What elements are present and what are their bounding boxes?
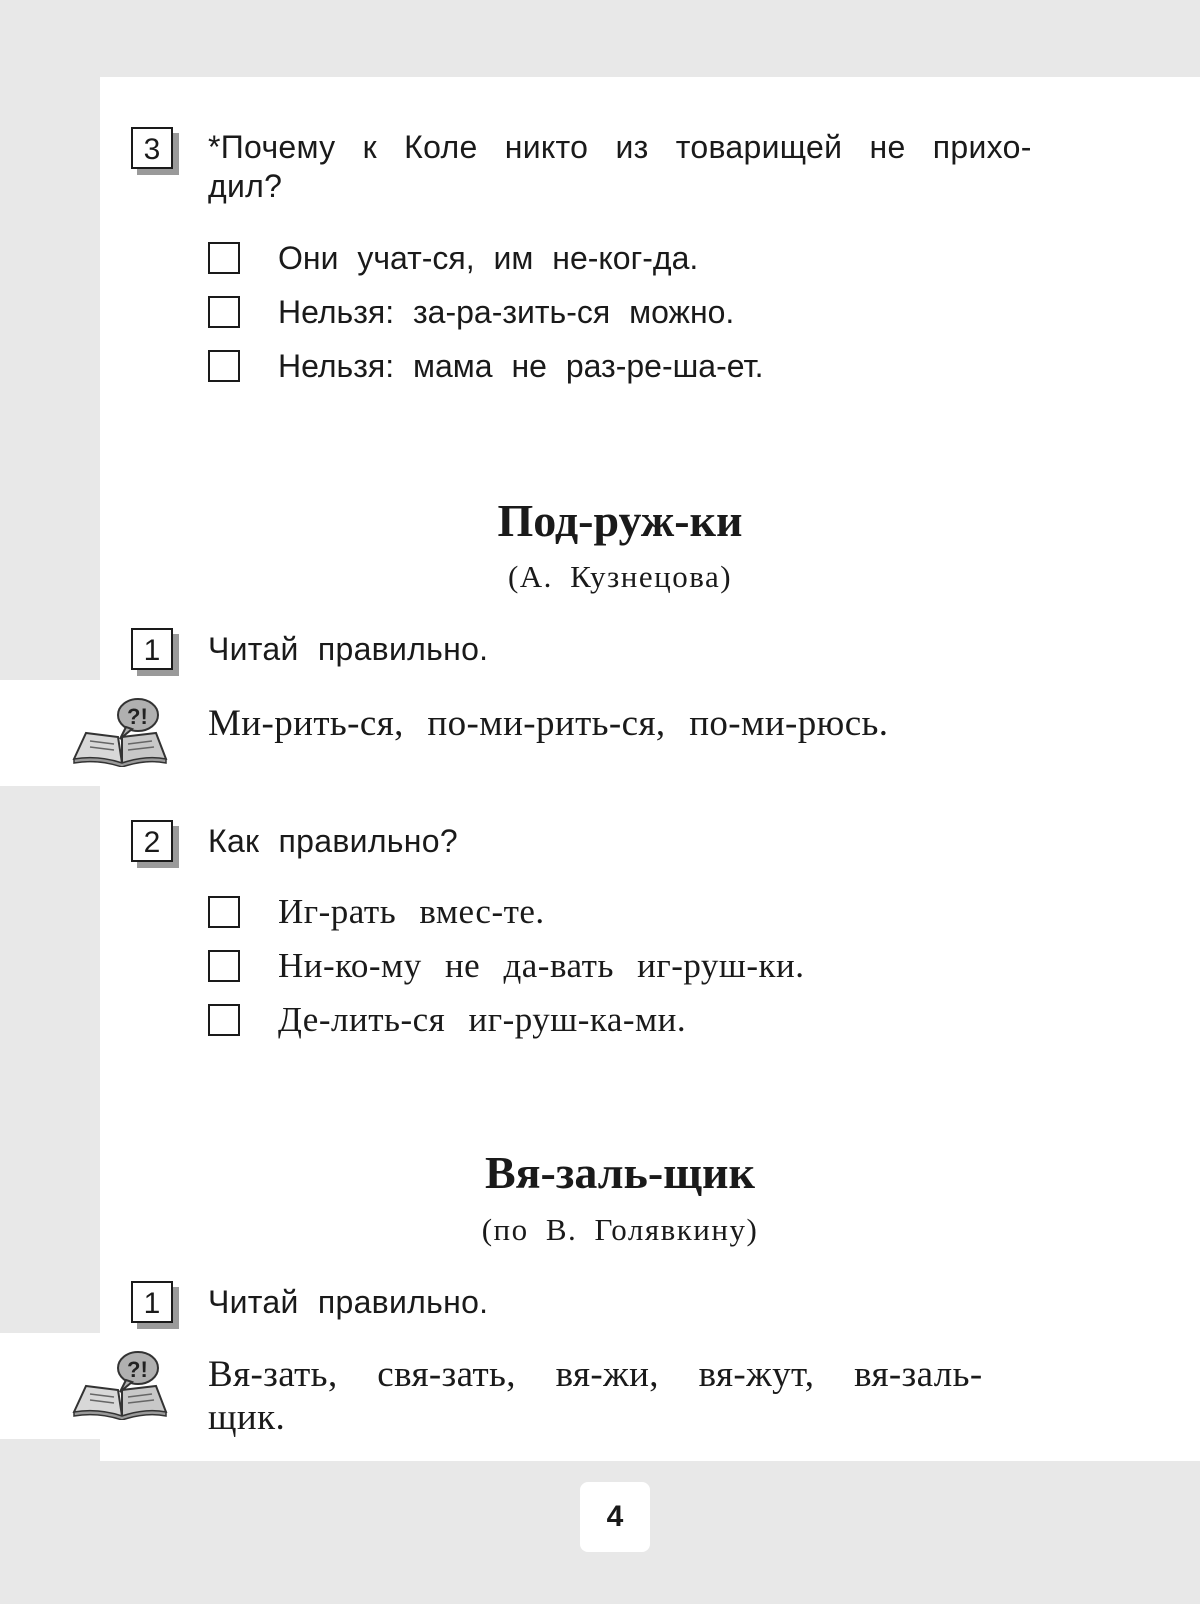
option-label: Они учат-ся, им не-ког-да. [278,239,699,276]
task-number-1: 1 [131,628,173,670]
checkbox[interactable] [208,950,240,982]
checkbox[interactable] [208,296,240,328]
checkbox[interactable] [208,896,240,928]
option-label: Де-лить-ся иг-руш-ка-ми. [278,1000,687,1039]
reading-line-1: Вя-зать, свя-зать, вя-жи, вя-жут, вя-заль- [208,1354,983,1395]
story-1-author: (А. Кузнецова) [507,559,733,594]
task-3-option-2[interactable] [208,292,734,332]
task-2-question: Как правильно? [208,823,458,859]
question-line-2: дил? [208,168,283,204]
task-3-option-3[interactable] [208,346,763,386]
page-number: 4 [580,1482,650,1552]
story-1-title: Под-руж-ки [497,495,743,546]
task-2-option-1[interactable] [208,892,545,932]
svg-text:?!: ?! [127,1357,148,1382]
task-number-1: 1 [131,1281,173,1323]
task-2-option-3[interactable] [208,1000,686,1040]
question-line-1-text: *Почему к Коле никто из товарищей не прихо- [208,129,1032,165]
task-3-question [208,128,1118,206]
option-label: Ни-ко-му не да-вать иг-руш-ки. [278,946,805,985]
question-line-1 [208,128,1118,167]
task-number-3: 3 [131,127,173,169]
task-number-2: 2 [131,820,173,862]
checkbox[interactable] [208,1004,240,1036]
task-1-instruction: Читай правильно. [208,1284,489,1320]
task-2-option-2[interactable] [208,946,805,986]
story-2-title: Вя-заль-щик [484,1147,756,1198]
story-2-reading-text [208,1353,1118,1439]
option-label: Иг-рать вмес-те. [278,892,545,931]
book-question-icon [70,697,170,767]
option-label: Нельзя: за-ра-зить-ся можно. [278,293,735,330]
checkbox[interactable] [208,350,240,382]
svg-text:?!: ?! [127,704,148,729]
story-2-author: (по В. Голявкину) [481,1212,759,1247]
option-label: Нельзя: мама не раз-ре-ша-ет. [278,347,764,384]
checkbox[interactable] [208,242,240,274]
task-3-option-1[interactable] [208,238,698,278]
reading-line-2: щик. [208,1397,286,1438]
task-1-instruction: Читай правильно. [208,631,489,667]
story-1-reading-text: Ми-рить-ся, по-ми-рить-ся, по-ми-рюсь. [208,703,889,744]
book-question-icon [70,1350,170,1420]
